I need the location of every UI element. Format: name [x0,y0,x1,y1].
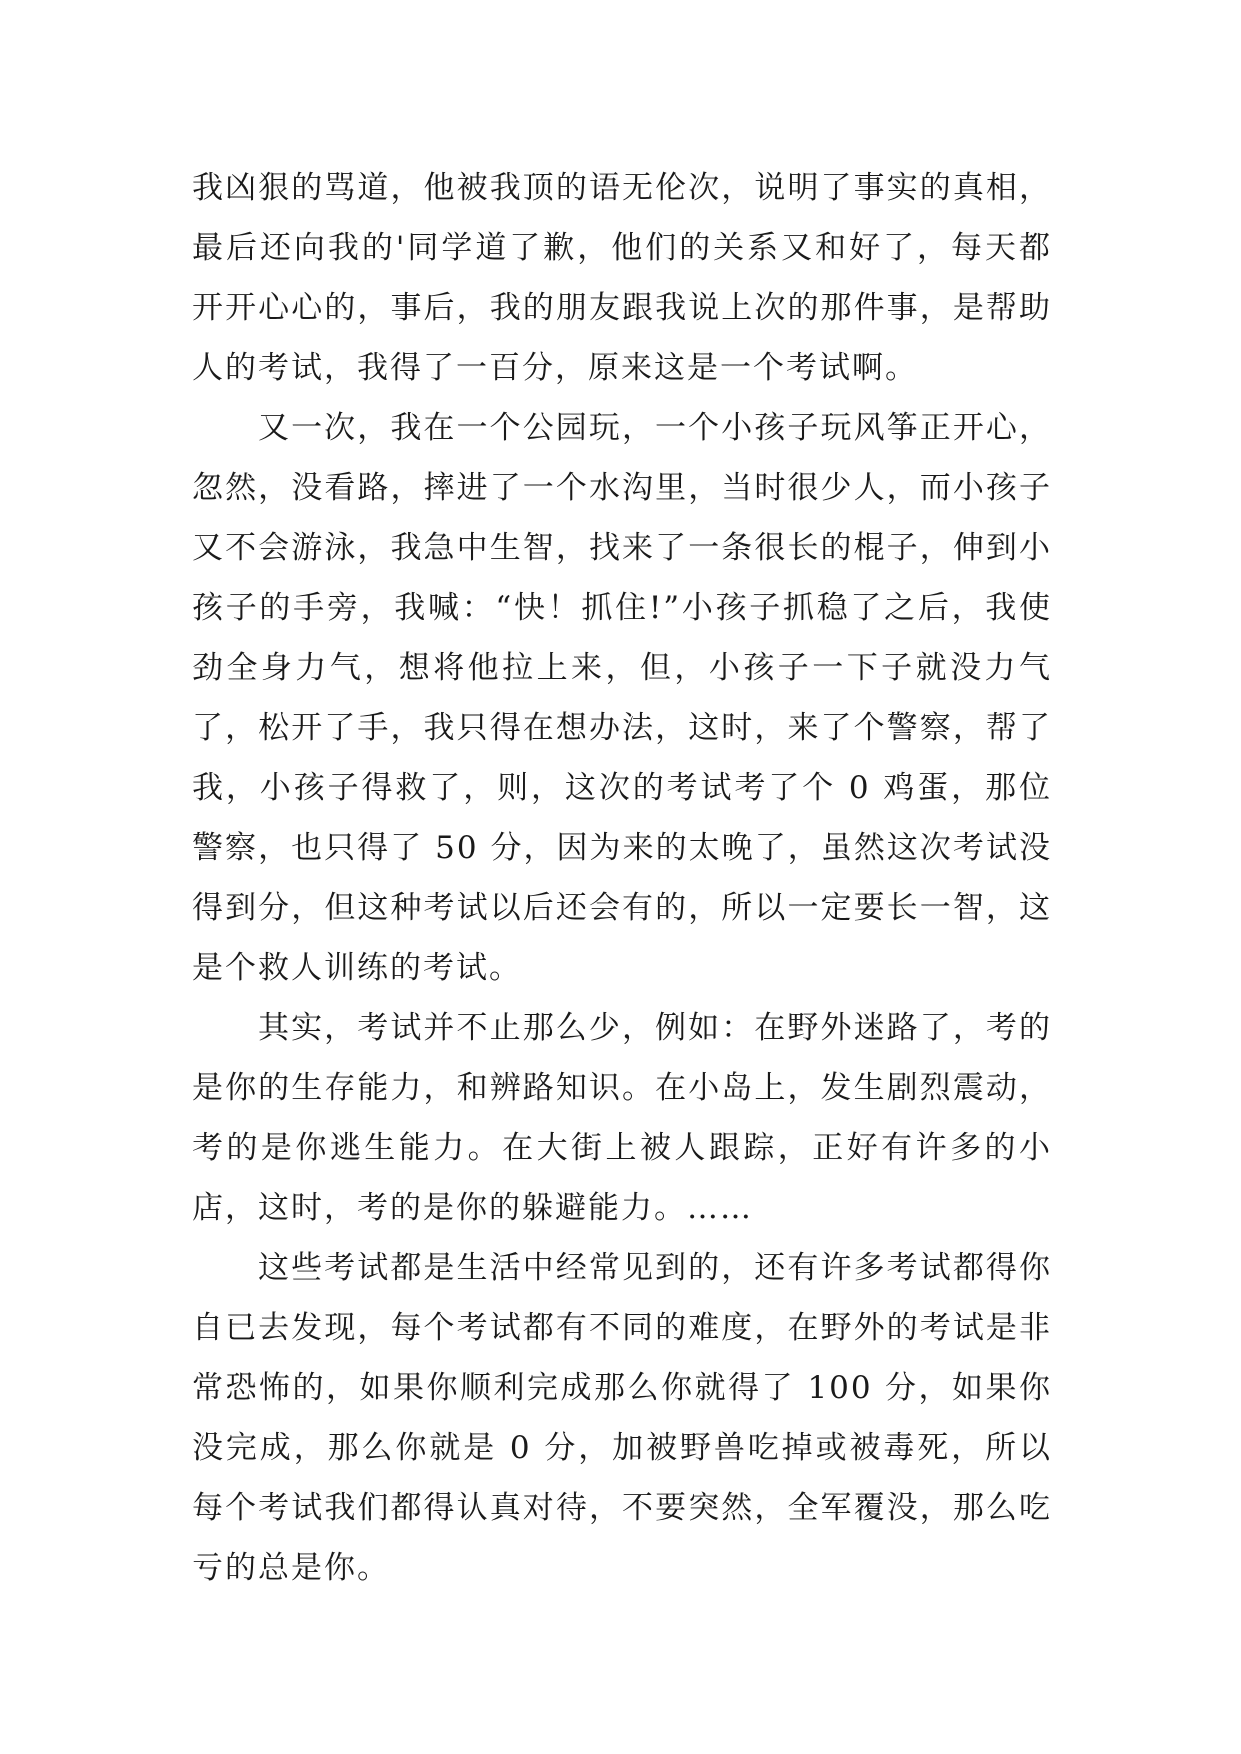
paragraph-2: 又一次，我在一个公园玩，一个小孩子玩风筝正开心，忽然，没看路，摔进了一个水沟里，当时很少人，而小孩子又不会游泳，我急中生智，找来了一条很长的棍子，伸到小孩子的手旁，我喊：“快！抓住!”小孩子抓稳了之后，我使劲全身力气，想将他拉上来，但，小孩子一下子就没力气了，松开了手，我只得在想办法，这时，来了个警察，帮了我，小孩子得救了，则，这次的考试考了个 0 鸡蛋，那位警察，也只得了 50 分，因为来的太晚了，虽然这次考试没得到分，但这种考试以后还会有的，所以一定要长一智，这是个救人训练的考试。 [192,410,1052,986]
paragraph-1: 我凶狠的骂道，他被我顶的语无伦次，说明了事实的真相，最后还向我的'同学道了歉，他们的关系又和好了，每天都开开心心的，事后，我的朋友跟我说上次的那件事，是帮助人的考试，我得了一百分，原来这是一个考试啊。 [192,170,1052,386]
paragraph-3: 其实，考试并不止那么少，例如：在野外迷路了，考的是你的生存能力，和辨路知识。在小岛上，发生剧烈震动，考的是你逃生能力。在大街上被人跟踪，正好有许多的小店，这时，考的是你的躲避能力。…… [192,1010,1052,1226]
paragraph-4: 这些考试都是生活中经常见到的，还有许多考试都得你自已去发现，每个考试都有不同的难度，在野外的考试是非常恐怖的，如果你顺利完成那么你就得了 100 分，如果你没完成，那么你就是 0 分，加被野兽吃掉或被毒死，所以每个考试我们都得认真对待，不要突然，全军覆没，那么吃亏的总是你。 [192,1250,1052,1586]
document-body [192,158,1052,1598]
